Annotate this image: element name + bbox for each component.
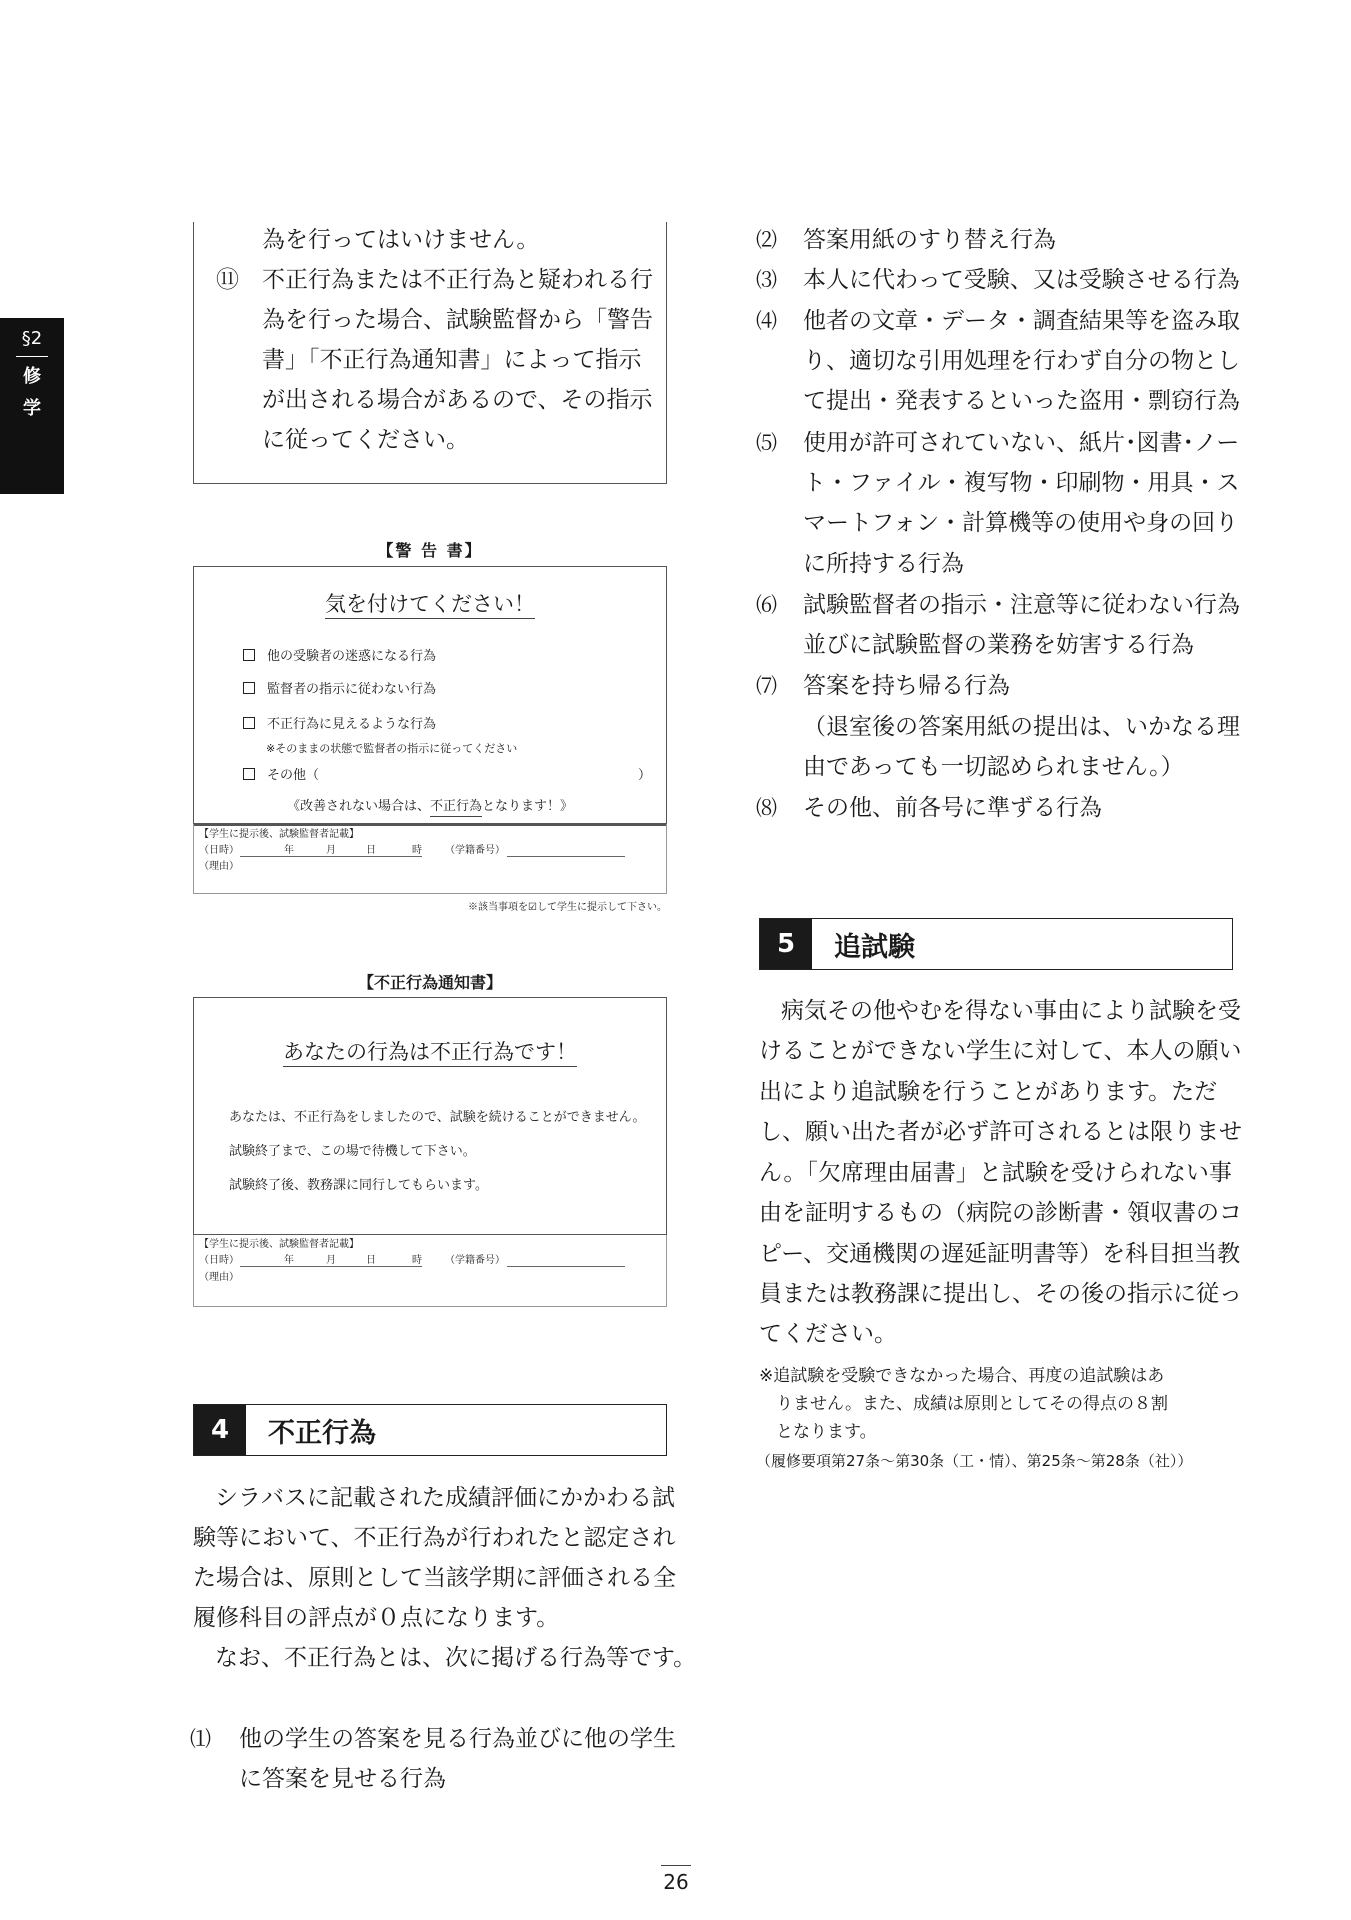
warning-note: ※そのままの状態で監督者の指示に従ってください: [266, 742, 518, 755]
notice-line-1: あなたは、不正行為をしましたので、試験を続けることができません。: [229, 1110, 646, 1125]
section-5-para-7: ピー、交通機関の遅延証明書等）を科目担当教: [759, 1241, 1241, 1267]
item-5-line-1: 使用が許可されていない、紙片･図書･ノー: [803, 430, 1240, 456]
section-5-para-3: 出により追試験を行うことがあります。ただ: [759, 1079, 1218, 1105]
checkbox-icon: [243, 649, 255, 661]
item-11-line-5: に従ってください。: [262, 427, 469, 453]
warning-other-close: ）: [638, 768, 652, 783]
warning-item-1: 他の受験者の迷惑になる行為: [243, 648, 436, 666]
item-7-line-2: （退室後の答案用紙の提出は、いかなる理: [803, 714, 1240, 740]
item-11-line-4: が出される場合があるので、その指示: [262, 387, 653, 413]
section-4-item-1-number: ⑴: [190, 1727, 211, 1751]
notice-day: 日: [366, 1255, 376, 1266]
item-3-number: ⑶: [756, 268, 777, 292]
warning-reason: （理由）: [199, 861, 239, 872]
item-4-line-3: て提出・発表するといった盗用・剽窃行為: [803, 388, 1240, 414]
warning-result: 《改善されない場合は、不正行為となります！》: [193, 798, 667, 817]
section-4-number: 4: [194, 1405, 246, 1455]
notice-line-3: 試験終了後、教務課に同行してもらいます。: [229, 1178, 488, 1193]
item-8-number: ⑻: [756, 796, 777, 820]
warning-date-label: （日時）: [199, 845, 239, 856]
continued-line: 為を行ってはいけません。: [262, 227, 540, 253]
warning-day: 日: [366, 845, 376, 856]
item-8-line-1: その他、前各号に準ずる行為: [803, 795, 1102, 821]
section-4-title: 不正行為: [268, 1417, 376, 1449]
item-5-line-2: ト・ファイル・複写物・印刷物・用具・ス: [803, 470, 1240, 496]
notice-month: 月: [326, 1255, 336, 1266]
notice-year: 年: [284, 1255, 294, 1266]
section-5-note-2: りません。また、成績は原則としてその得点の８割: [776, 1394, 1169, 1414]
section-4-item-1-line-1: 他の学生の答案を見る行為並びに他の学生: [239, 1726, 676, 1752]
item-4-line-2: り、適切な引用処理を行わず自分の物とし: [803, 348, 1240, 374]
warning-student-no-line: [507, 856, 625, 857]
section-5-number: 5: [760, 919, 812, 969]
item-5-line-4: に所持する行為: [803, 551, 964, 577]
item-4-line-1: 他者の文章・データ・調査結果等を盗み取: [803, 308, 1240, 334]
section-4-para-3: た場合は、原則として当該学期に評価される全: [193, 1565, 676, 1591]
checkbox-icon: [243, 768, 255, 780]
item-11-line-2: 為を行った場合、試験監督から「警告: [262, 307, 653, 333]
section-5-title: 追試験: [834, 931, 915, 963]
section-5-note-3: となります。: [776, 1422, 877, 1442]
notice-caption: 【不正行為通知書】: [357, 973, 502, 992]
item-6-line-1: 試験監督者の指示・注意等に従わない行為: [803, 592, 1240, 618]
side-tab-label-2: 学: [23, 398, 41, 419]
side-tab: [0, 318, 64, 494]
warning-heading-text: 気を付けてください！: [325, 588, 535, 619]
section-5-para-4: し、願い出た者が必ず許可されるとは限りませ: [759, 1119, 1242, 1145]
section-4-para-5: なお、不正行為とは、次に掲げる行為等です。: [215, 1645, 697, 1671]
item-4-number: ⑷: [756, 309, 777, 333]
item-6-number: ⑹: [756, 593, 777, 617]
section-5-para-1: 病気その他やむを得ない事由により試験を受: [781, 998, 1241, 1024]
item-5-line-3: マートフォン・計算機等の使用や身の回り: [803, 510, 1239, 536]
item-11-line-1: 不正行為または不正行為と疑われる行: [262, 267, 653, 293]
notice-student-no-line: [507, 1266, 625, 1267]
checkbox-icon: [243, 682, 255, 694]
side-tab-divider: [16, 356, 48, 357]
section-5-reference: （履修要項第27条〜第30条（工・情）、第25条〜第28条（社））: [756, 1452, 1193, 1470]
section-4-header: [193, 1404, 667, 1456]
section-5-para-6: 由を証明するもの（病院の診断書・領収書のコ: [759, 1200, 1242, 1226]
section-5-header: [759, 918, 1233, 970]
section-4-para-2: 験等において、不正行為が行われたと認定され: [193, 1525, 676, 1551]
section-4-para-4: 履修科目の評点が０点になります。: [193, 1605, 560, 1631]
warning-month: 月: [326, 845, 336, 856]
warning-student-no: （学籍番号）: [445, 845, 505, 856]
notice-date-label: （日時）: [199, 1255, 239, 1266]
notice-line-2: 試験終了まで、この場で待機して下さい。: [229, 1144, 476, 1159]
warning-heading: [193, 588, 667, 619]
item-3-line-1: 本人に代わって受験、又は受験させる行為: [803, 267, 1240, 293]
notice-heading: [193, 1036, 667, 1067]
warning-item-2: 監督者の指示に従わない行為: [243, 681, 436, 699]
section-5-para-9: てください。: [759, 1321, 897, 1347]
item-2-number: ⑵: [756, 228, 777, 252]
item-7-line-3: 由であっても一切認められません。）: [803, 754, 1184, 780]
warning-item-3: 不正行為に見えるような行為: [243, 716, 436, 734]
item-7-line-1: 答案を持ち帰る行為: [803, 673, 1010, 699]
checkbox-icon: [243, 717, 255, 729]
section-5-para-8: 員または教務課に提出し、その後の指示に従っ: [759, 1281, 1242, 1307]
item-2-line-1: 答案用紙のすり替え行為: [803, 227, 1056, 253]
warning-caption: 【警 告 書】: [377, 541, 483, 560]
warning-hour: 時: [412, 845, 422, 856]
page-number: 26: [663, 1870, 689, 1894]
item-5-number: ⑸: [756, 431, 777, 455]
warning-year: 年: [284, 845, 294, 856]
notice-student-no: （学籍番号）: [445, 1255, 505, 1266]
section-5-note-1: ※追試験を受験できなかった場合、再度の追試験はあ: [759, 1366, 1165, 1386]
notice-record-title: 【学生に提示後、試験監督者記載】: [199, 1239, 359, 1250]
item-6-line-2: 並びに試験監督の業務を妨害する行為: [803, 632, 1194, 658]
side-tab-section: §2: [21, 328, 43, 349]
warning-item-other: その他（: [243, 767, 319, 785]
notice-heading-text: あなたの行為は不正行為です！: [283, 1036, 577, 1067]
section-4-para-1: シラバスに記載された成績評価にかかわる試: [215, 1485, 675, 1511]
item-11-number: ⑪: [216, 267, 239, 293]
page-number-rule: [661, 1865, 691, 1866]
section-5-para-2: けることができない学生に対して、本人の願い: [759, 1038, 1242, 1064]
section-5-para-5: ん。「欠席理由届書」と試験を受けられない事: [759, 1160, 1232, 1186]
item-7-number: ⑺: [756, 674, 777, 698]
notice-hour: 時: [412, 1255, 422, 1266]
notice-reason: （理由）: [199, 1272, 239, 1283]
warning-footnote: ※該当事項を☑して学生に提示して下さい。: [468, 902, 667, 913]
warning-record-title: 【学生に提示後、試験監督者記載】: [199, 829, 359, 840]
item-11-line-3: 書」「不正行為通知書」によって指示: [262, 347, 642, 373]
section-4-item-1-line-2: に答案を見せる行為: [239, 1766, 446, 1792]
side-tab-label-1: 修: [23, 366, 41, 387]
